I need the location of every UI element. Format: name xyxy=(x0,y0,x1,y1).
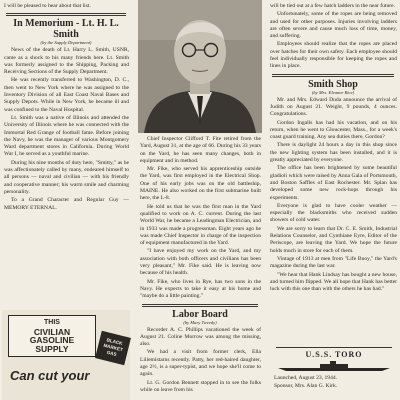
ship-details-body xyxy=(274,375,393,391)
paragraph: He was recently transferred to Washington, D. C., then went to New York where he was assigned to the Inventory Division of all East Coast Naval Bases and Supply Depots. While in New York, he became ill and was confined to the Naval Hospital. xyxy=(4,77,129,113)
ship-line: Launched, August 23, 1944. xyxy=(274,375,338,381)
paragraph: "We hear that Hank Lindsay has bought a new house, and turned him flipped. We all hope that Hank has better luck with this one than with the others he has had." xyxy=(270,271,397,293)
right-column xyxy=(266,0,400,400)
ship-line: Sponsor, Mrs. Alan G. Kirk. xyxy=(274,383,338,390)
paragraph: There is daylight 24 hours a day in this shop since the new lighting system has been installed, and it is greatly appreciated by everyone. xyxy=(270,142,397,164)
paragraph: We had a visit from former clerk, Ella Lillemistarns recently. Patty, her red-haired daughter, age 2½, is a super-typist, and we hope she'll come to again. xyxy=(140,349,261,378)
ad-line: SUPPLY xyxy=(35,343,69,354)
paragraph: Everyone is glad to have cooler weather — especially the blacksmiths who received sudden showers of cold water. xyxy=(270,202,397,224)
paragraph: will be tied out at a few hatch ladders in the near future. xyxy=(270,3,396,9)
black-market-gas-tag: BLACK MARKET GAS xyxy=(95,331,131,365)
ship-silhouette-icon xyxy=(270,360,398,372)
ad-line: GASOLINE xyxy=(29,335,75,345)
paragraph: "I have enjoyed my work on the Yard, and my association with both officers and civilians has been very pleasant," Mr. Fike said. He is leaving now because of his health. xyxy=(140,248,261,277)
ship-details xyxy=(270,375,396,394)
byline: (by Mrs. Eleanor Rice) xyxy=(311,89,355,95)
paragraph: I will be pleased to hear about that list. xyxy=(4,3,91,9)
paragraph: During his nine months of duty here, "Smitty," as he was affectionately called by many, endeared himself to all persons — naval and civilian — with his friendly and cooperative manner; his warm smile and charming personality. xyxy=(4,159,129,195)
headline-labor-board: Labor Board xyxy=(172,308,228,320)
labor-board-body xyxy=(140,327,261,395)
paragraph: Mr. Fike, who lives in Rye, has two sons in the Navy. He expects to take it easy at his home and "maybe do a little painting." xyxy=(140,278,261,300)
paragraph: Lt. G. Gordon Bennett stopped in to see the folks while on leave from his xyxy=(140,379,261,393)
smith-shop-body xyxy=(270,97,397,294)
divider xyxy=(272,74,394,77)
paragraph: Unfortunately, some of the ropes are being removed and used for other purposes. Injuries involving ladders are often severe and cause much loss of time, money, and suffering. xyxy=(270,11,397,40)
middle-column xyxy=(136,136,264,400)
portrait-photo-illustration xyxy=(138,0,262,133)
paragraph: Gordon Ingalls has had his vacation, and on his return, when he went to Gloucester, Mass., for a week's coast guard training. Any sea duties there, Gordon? xyxy=(270,119,397,141)
headline-in-memorium: In Memorium - Lt. H. L. Smith xyxy=(13,18,119,41)
paragraph: We are sorry to learn that Dr. C. E. Smith, Industrial Relations Counselor, and Cynthiane Eyre, Editor of the Periscope, are leaving the Yard. We hope the future holds much in store for each of them. xyxy=(270,225,397,254)
headline-smith-shop: Smith Shop xyxy=(308,78,358,90)
divider xyxy=(142,304,258,307)
paragraph: News of the death of Lt. Harry L. Smith, USNR, came as a shock to his many friends here. Lt. Smith was formerly assigned to the Shipping, Packing and Receiving Sections of the Supply Department. xyxy=(4,47,129,76)
paragraph: Recorder A. C. Phillips vacationed the week of August 21. Coline Morrow was among the missing, also. xyxy=(140,326,261,348)
byline: (by Mary Tweedy) xyxy=(183,319,217,325)
ad-headline-box xyxy=(8,315,96,357)
ship-notice xyxy=(270,345,398,373)
paragraph: Chief Inspector Clifford T. Fite retired from the Yard, August 31, at the age of 66. During his 33 years on the Yard, he has seen many changes, both in equipment and in method. xyxy=(140,136,261,164)
ad-line: CIVILIAN xyxy=(33,326,71,337)
ad-line: THIS xyxy=(44,319,60,326)
ad-slogan: Can cut your xyxy=(10,368,90,383)
divider xyxy=(276,347,392,348)
left-top-fragment xyxy=(4,3,129,10)
divider xyxy=(6,13,126,16)
article-body xyxy=(4,47,129,212)
fike-article-body xyxy=(140,136,261,301)
byline: (by the Supply Department) xyxy=(40,40,92,46)
portrait-photo xyxy=(138,0,262,133)
paragraph: To a Grand Character and Regular Guy — MEMORY ETERNAL. xyxy=(4,197,129,211)
safety-article-body xyxy=(270,3,397,71)
gasoline-advertisement xyxy=(2,310,130,400)
paragraph: Employees should realize that the ropes are placed over hatches for their own safety. Each employee should feel individually responsible for keeping the ropes and lines in place. xyxy=(270,41,397,70)
paragraph: He told us that he was the first man in the Yard qualified to work on A. C. current. During the last World War, he became a Leadingman Electrician, and in 1933 was made a progressman. Eight years ago he was made Chief Inspector in charge of the inspection of equipment manufactured in the Yard. xyxy=(140,203,261,247)
paragraph: Vintage of 1913 at men from "Life Buoy," the Yard's magazine during the last war. xyxy=(270,255,397,270)
paragraph: Mr. Fike, who served his apprenticeship outside the Yard, was first employed in the Electrical Shop. One of his early jobs was on the old battleship, MAINE. He also worked on the first submarine built here, the L-8. xyxy=(140,166,261,202)
paragraph: The office has been brightened by some beautiful gladioli which were raised by Anna Gala of Portsmouth, and Boston Saffles of East Rochester. Mr. Splan has developed some new rock-hops through his experiments. xyxy=(270,165,397,201)
paragraph: Lt. Smith was a native of Illinois and attended the University of Illinois where he was connected with the Immortal Red Grange of football fame. Before joining the Navy, he was the manager of various Montgomery Ward department stores in California. During World War I, he served as a youthful marine. xyxy=(4,114,129,158)
ship-title: U.S.S. TORO xyxy=(305,350,363,359)
paragraph: Mr. and Mrs. Edward Duda announce the arrival of Judith on August 21. Weight, 9 pounds, 4 ounces. Congratulations. xyxy=(270,96,397,118)
